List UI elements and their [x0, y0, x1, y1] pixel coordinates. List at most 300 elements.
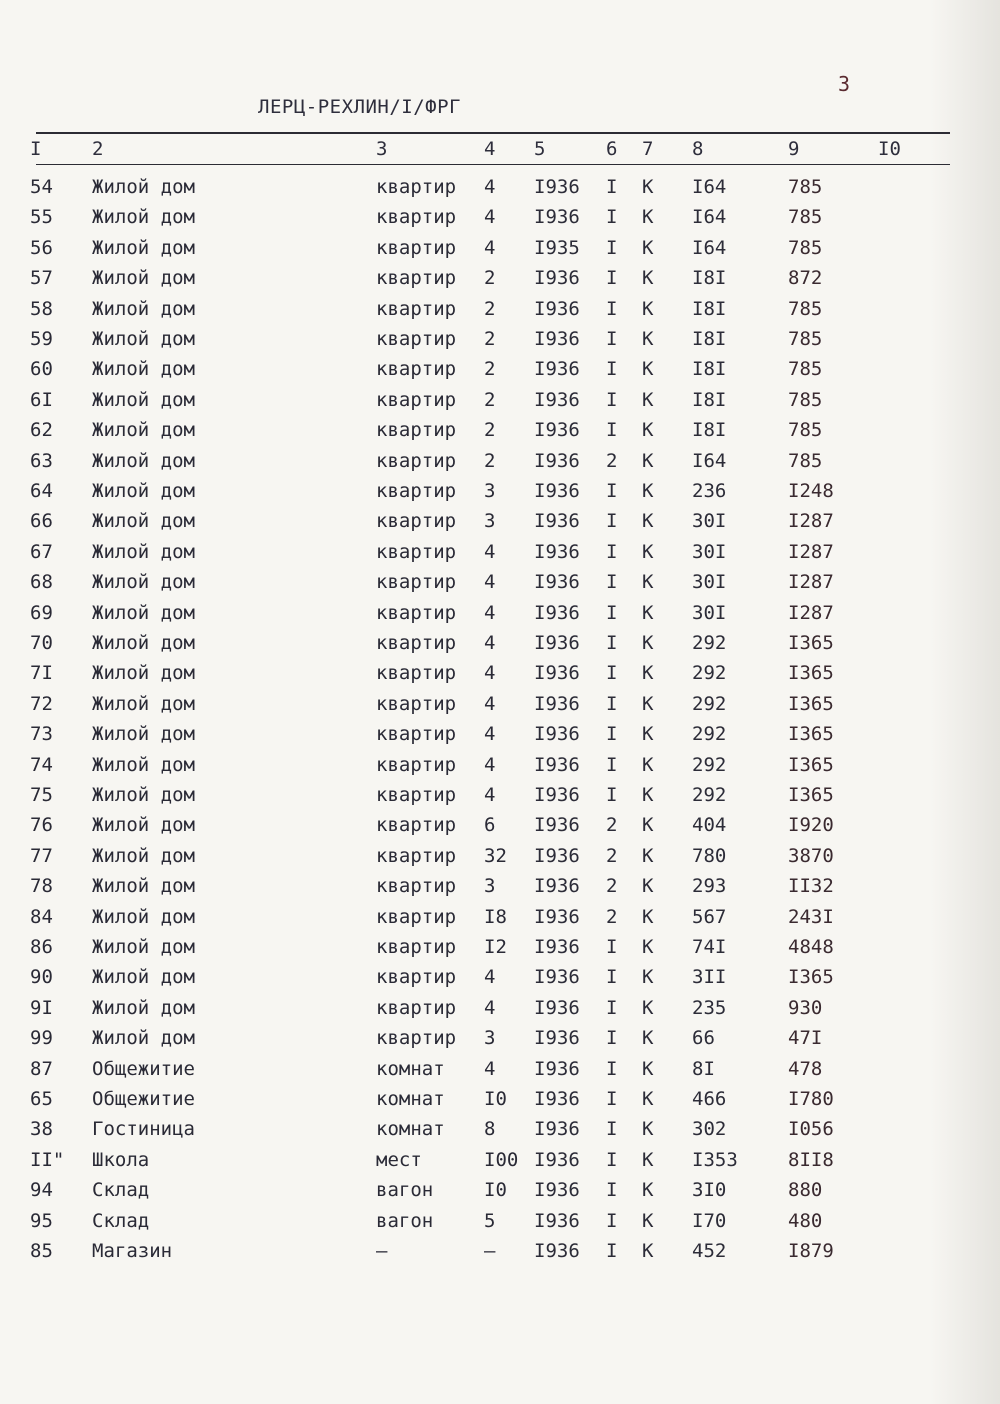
cell-category: I — [606, 176, 618, 198]
cell-number: 63 — [30, 449, 53, 472]
cell-value: I879 — [788, 1240, 834, 1262]
cell-year: I936 — [534, 692, 580, 715]
cell-category: 2 — [606, 449, 618, 472]
cell-material: К — [642, 328, 654, 350]
cell-value: I365 — [788, 662, 834, 685]
cell-unit: квартир — [376, 905, 457, 928]
cell-number: 94 — [30, 1179, 53, 1202]
cell-count: 2 — [484, 419, 496, 442]
cell-name: Жилой дом — [92, 1027, 195, 1050]
cell-year: I936 — [534, 601, 580, 624]
table-row — [0, 1088, 1000, 1118]
cell-year: I936 — [534, 267, 580, 290]
cell-name: Жилой дом — [92, 814, 195, 837]
cell-year: I936 — [534, 1240, 580, 1262]
cell-number: 73 — [30, 723, 53, 746]
cell-name: Жилой дом — [92, 966, 195, 989]
table-row — [0, 328, 1000, 358]
table-row — [0, 541, 1000, 571]
cell-number: 68 — [30, 571, 53, 594]
cell-material: К — [642, 996, 654, 1019]
cell-number: 58 — [30, 297, 53, 320]
cell-category: I — [606, 996, 618, 1019]
cell-name: Жилой дом — [92, 267, 195, 290]
cell-material: К — [642, 1179, 654, 1202]
cell-area: 30I — [692, 540, 727, 563]
cell-name: Гостиница — [92, 1118, 195, 1141]
cell-year: I936 — [534, 844, 580, 867]
cell-value: I287 — [788, 540, 834, 563]
cell-count: 2 — [484, 358, 496, 381]
cell-unit: квартир — [376, 540, 457, 563]
cell-material: К — [642, 875, 654, 898]
table-row — [0, 206, 1000, 236]
cell-area: I8I — [692, 388, 727, 411]
cell-year: I936 — [534, 1057, 580, 1080]
cell-name: Жилой дом — [92, 419, 195, 442]
cell-material: К — [642, 662, 654, 685]
table-row — [0, 906, 1000, 936]
cell-count: 4 — [484, 632, 496, 654]
cell-count: 4 — [484, 1057, 496, 1080]
cell-material: К — [642, 297, 654, 320]
cell-name: Общежитие — [92, 1088, 195, 1110]
cell-name: Жилой дом — [92, 328, 195, 350]
cell-material: К — [642, 1209, 654, 1232]
cell-area: I8I — [692, 358, 727, 381]
cell-category: I — [606, 1088, 618, 1110]
cell-count: – — [484, 1240, 496, 1262]
cell-area: I70 — [692, 1209, 727, 1232]
cell-number: 72 — [30, 692, 53, 715]
cell-name: Жилой дом — [92, 753, 195, 776]
cell-unit: квартир — [376, 328, 457, 350]
table-row — [0, 997, 1000, 1027]
cell-count: 6 — [484, 814, 496, 837]
table-row — [0, 845, 1000, 875]
cell-count: 3 — [484, 510, 496, 533]
cell-year: I936 — [534, 1179, 580, 1202]
cell-value: 785 — [788, 449, 823, 472]
cell-category: I — [606, 632, 618, 654]
cell-unit: квартир — [376, 1027, 457, 1050]
cell-number: 54 — [30, 176, 53, 198]
cell-material: К — [642, 510, 654, 533]
cell-year: I936 — [534, 358, 580, 381]
cell-material: К — [642, 571, 654, 594]
cell-name: Жилой дом — [92, 388, 195, 411]
cell-area: I64 — [692, 236, 727, 259]
cell-value: 785 — [788, 297, 823, 320]
cell-unit: квартир — [376, 206, 457, 229]
cell-count: 4 — [484, 753, 496, 776]
cell-count: 2 — [484, 388, 496, 411]
cell-value: I056 — [788, 1118, 834, 1141]
cell-name: Жилой дом — [92, 297, 195, 320]
cell-material: К — [642, 814, 654, 837]
cell-number: 7I — [30, 662, 53, 685]
header-col-3: 3 — [376, 138, 388, 160]
cell-value: 785 — [788, 176, 823, 198]
cell-count: 8 — [484, 1118, 496, 1141]
cell-count: 32 — [484, 844, 507, 867]
cell-area: I8I — [692, 267, 727, 290]
cell-category: I — [606, 297, 618, 320]
cell-value: 4848 — [788, 936, 834, 958]
cell-area: 302 — [692, 1118, 727, 1141]
cell-number: 78 — [30, 875, 53, 898]
cell-area: 236 — [692, 480, 727, 502]
cell-unit: квартир — [376, 844, 457, 867]
cell-number: II" — [30, 1148, 65, 1171]
cell-material: К — [642, 1088, 654, 1110]
cell-number: 64 — [30, 480, 53, 502]
cell-count: 4 — [484, 236, 496, 259]
cell-name: Жилой дом — [92, 449, 195, 472]
cell-category: 2 — [606, 875, 618, 898]
header-col-7: 7 — [642, 138, 654, 160]
cell-year: I936 — [534, 875, 580, 898]
cell-number: 60 — [30, 358, 53, 381]
cell-category: I — [606, 480, 618, 502]
cell-name: Жилой дом — [92, 996, 195, 1019]
cell-value: 3870 — [788, 844, 834, 867]
cell-number: 62 — [30, 419, 53, 442]
cell-area: 292 — [692, 723, 727, 746]
cell-category: I — [606, 601, 618, 624]
cell-name: Общежитие — [92, 1057, 195, 1080]
cell-category: I — [606, 358, 618, 381]
cell-number: 76 — [30, 814, 53, 837]
cell-name: Жилой дом — [92, 662, 195, 685]
cell-value: I287 — [788, 601, 834, 624]
cell-year: I936 — [534, 1088, 580, 1110]
cell-name: Школа — [92, 1148, 150, 1171]
cell-area: I8I — [692, 419, 727, 442]
cell-count: I2 — [484, 936, 507, 958]
cell-count: I0 — [484, 1088, 507, 1110]
cell-unit: квартир — [376, 480, 457, 502]
cell-year: I936 — [534, 449, 580, 472]
cell-area: I8I — [692, 328, 727, 350]
cell-name: Жилой дом — [92, 936, 195, 958]
cell-count: 3 — [484, 480, 496, 502]
header-col-10: I0 — [878, 138, 901, 160]
cell-material: К — [642, 388, 654, 411]
cell-category: 2 — [606, 844, 618, 867]
cell-area: 293 — [692, 875, 727, 898]
cell-count: I8 — [484, 905, 507, 928]
cell-area: 66 — [692, 1027, 715, 1050]
table-row — [0, 632, 1000, 662]
cell-material: К — [642, 1240, 654, 1262]
cell-area: 8I — [692, 1057, 715, 1080]
cell-category: I — [606, 1027, 618, 1050]
cell-count: 3 — [484, 1027, 496, 1050]
cell-material: К — [642, 419, 654, 442]
cell-area: 292 — [692, 784, 727, 806]
cell-name: Жилой дом — [92, 540, 195, 563]
cell-unit: квартир — [376, 966, 457, 989]
cell-value: 880 — [788, 1179, 823, 1202]
cell-year: I936 — [534, 814, 580, 837]
cell-name: Магазин — [92, 1240, 173, 1262]
cell-unit: мест — [376, 1148, 422, 1171]
cell-value: I365 — [788, 784, 834, 806]
table-row — [0, 571, 1000, 601]
table-row — [0, 1118, 1000, 1148]
cell-value: I248 — [788, 480, 834, 502]
cell-unit: квартир — [376, 419, 457, 442]
cell-material: К — [642, 267, 654, 290]
cell-unit: квартир — [376, 297, 457, 320]
cell-name: Жилой дом — [92, 480, 195, 502]
cell-count: 4 — [484, 571, 496, 594]
header-col-6: 6 — [606, 138, 618, 160]
cell-year: I936 — [534, 206, 580, 229]
cell-number: 38 — [30, 1118, 53, 1141]
cell-name: Жилой дом — [92, 571, 195, 594]
cell-value: I365 — [788, 966, 834, 989]
cell-category: I — [606, 753, 618, 776]
cell-area: 452 — [692, 1240, 727, 1262]
table-row — [0, 1149, 1000, 1179]
page-number: 3 — [838, 72, 851, 96]
cell-area: 74I — [692, 936, 727, 958]
cell-value: 785 — [788, 328, 823, 350]
cell-area: 3I0 — [692, 1179, 727, 1202]
cell-category: I — [606, 236, 618, 259]
cell-number: 9I — [30, 996, 53, 1019]
cell-category: I — [606, 1148, 618, 1171]
cell-category: 2 — [606, 905, 618, 928]
cell-material: К — [642, 753, 654, 776]
cell-unit: комнат — [376, 1057, 445, 1080]
cell-value: I920 — [788, 814, 834, 837]
cell-unit: квартир — [376, 996, 457, 1019]
cell-area: 466 — [692, 1088, 727, 1110]
cell-area: 235 — [692, 996, 727, 1019]
cell-year: I936 — [534, 662, 580, 685]
cell-category: I — [606, 662, 618, 685]
cell-value: 8II8 — [788, 1148, 834, 1171]
cell-material: К — [642, 1057, 654, 1080]
cell-number: 6I — [30, 388, 53, 411]
cell-year: I936 — [534, 419, 580, 442]
cell-value: I365 — [788, 723, 834, 746]
cell-unit: квартир — [376, 814, 457, 837]
cell-year: I936 — [534, 388, 580, 411]
cell-area: 292 — [692, 753, 727, 776]
cell-material: К — [642, 692, 654, 715]
cell-category: I — [606, 784, 618, 806]
cell-year: I936 — [534, 480, 580, 502]
cell-value: I365 — [788, 692, 834, 715]
cell-area: 292 — [692, 662, 727, 685]
cell-category: I — [606, 692, 618, 715]
cell-unit: квартир — [376, 510, 457, 533]
table-row — [0, 389, 1000, 419]
cell-number: 75 — [30, 784, 53, 806]
cell-value: I780 — [788, 1088, 834, 1110]
cell-number: 70 — [30, 632, 53, 654]
cell-count: 3 — [484, 875, 496, 898]
cell-category: I — [606, 1209, 618, 1232]
cell-number: 55 — [30, 206, 53, 229]
cell-number: 66 — [30, 510, 53, 533]
cell-value: 930 — [788, 996, 823, 1019]
header-col-8: 8 — [692, 138, 704, 160]
table-row — [0, 966, 1000, 996]
cell-unit: квартир — [376, 571, 457, 594]
cell-year: I936 — [534, 571, 580, 594]
cell-category: I — [606, 206, 618, 229]
cell-value: I365 — [788, 632, 834, 654]
cell-unit: квартир — [376, 632, 457, 654]
cell-count: I0 — [484, 1179, 507, 1202]
cell-unit: квартир — [376, 176, 457, 198]
cell-number: 85 — [30, 1240, 53, 1262]
cell-number: 84 — [30, 905, 53, 928]
cell-number: 56 — [30, 236, 53, 259]
cell-material: К — [642, 966, 654, 989]
table-row — [0, 723, 1000, 753]
cell-area: I8I — [692, 297, 727, 320]
cell-year: I936 — [534, 328, 580, 350]
table-row — [0, 754, 1000, 784]
cell-number: 57 — [30, 267, 53, 290]
cell-count: 2 — [484, 328, 496, 350]
cell-material: К — [642, 1027, 654, 1050]
table-row — [0, 784, 1000, 814]
cell-category: I — [606, 388, 618, 411]
table-row — [0, 1027, 1000, 1057]
cell-material: К — [642, 936, 654, 958]
cell-category: I — [606, 936, 618, 958]
cell-area: I64 — [692, 176, 727, 198]
cell-count: 4 — [484, 784, 496, 806]
cell-material: К — [642, 206, 654, 229]
cell-name: Жилой дом — [92, 844, 195, 867]
cell-name: Жилой дом — [92, 358, 195, 381]
cell-material: К — [642, 358, 654, 381]
cell-count: 4 — [484, 206, 496, 229]
cell-year: I936 — [534, 753, 580, 776]
cell-unit: квартир — [376, 753, 457, 776]
cell-area: 404 — [692, 814, 727, 837]
cell-name: Жилой дом — [92, 905, 195, 928]
cell-year: I936 — [534, 905, 580, 928]
cell-name: Жилой дом — [92, 723, 195, 746]
cell-category: I — [606, 510, 618, 533]
cell-unit: квартир — [376, 601, 457, 624]
cell-count: 5 — [484, 1209, 496, 1232]
table-row — [0, 298, 1000, 328]
cell-year: I936 — [534, 1148, 580, 1171]
cell-year: I935 — [534, 236, 580, 259]
cell-material: К — [642, 236, 654, 259]
cell-area: I353 — [692, 1148, 738, 1171]
cell-area: 780 — [692, 844, 727, 867]
cell-value: 47I — [788, 1027, 823, 1050]
header-top-rule — [36, 132, 950, 134]
cell-unit: вагон — [376, 1209, 434, 1232]
header-col-9: 9 — [788, 138, 800, 160]
cell-material: К — [642, 176, 654, 198]
cell-value: 785 — [788, 419, 823, 442]
cell-value: 243I — [788, 905, 834, 928]
cell-category: I — [606, 328, 618, 350]
cell-number: 95 — [30, 1209, 53, 1232]
cell-area: I64 — [692, 206, 727, 229]
cell-value: I287 — [788, 510, 834, 533]
cell-number: 69 — [30, 601, 53, 624]
cell-count: 4 — [484, 692, 496, 715]
cell-value: 480 — [788, 1209, 823, 1232]
cell-count: 4 — [484, 176, 496, 198]
cell-area: 30I — [692, 510, 727, 533]
table-row — [0, 875, 1000, 905]
cell-count: 2 — [484, 297, 496, 320]
cell-category: I — [606, 540, 618, 563]
cell-material: К — [642, 480, 654, 502]
cell-area: 292 — [692, 632, 727, 654]
cell-category: I — [606, 1240, 618, 1262]
table-row — [0, 480, 1000, 510]
table-row — [0, 358, 1000, 388]
table-row — [0, 510, 1000, 540]
cell-value: 785 — [788, 358, 823, 381]
header-bottom-rule — [36, 164, 950, 165]
cell-material: К — [642, 632, 654, 654]
cell-unit: квартир — [376, 784, 457, 806]
cell-material: К — [642, 1118, 654, 1141]
table-row — [0, 814, 1000, 844]
cell-name: Жилой дом — [92, 784, 195, 806]
cell-year: I936 — [534, 540, 580, 563]
cell-year: I936 — [534, 1209, 580, 1232]
cell-year: I936 — [534, 936, 580, 958]
header-col-1: I — [30, 138, 42, 160]
cell-value: I365 — [788, 753, 834, 776]
cell-category: I — [606, 966, 618, 989]
cell-category: 2 — [606, 814, 618, 837]
cell-area: 30I — [692, 601, 727, 624]
cell-number: 65 — [30, 1088, 53, 1110]
cell-unit: комнат — [376, 1088, 445, 1110]
cell-material: К — [642, 540, 654, 563]
cell-year: I936 — [534, 297, 580, 320]
cell-name: Жилой дом — [92, 601, 195, 624]
cell-count: 2 — [484, 449, 496, 472]
cell-count: 4 — [484, 662, 496, 685]
cell-count: I00 — [484, 1148, 519, 1171]
cell-category: I — [606, 1057, 618, 1080]
cell-area: 292 — [692, 692, 727, 715]
table-row — [0, 1179, 1000, 1209]
table-row — [0, 1210, 1000, 1240]
cell-number: 67 — [30, 540, 53, 563]
cell-area: I64 — [692, 449, 727, 472]
table-row — [0, 662, 1000, 692]
cell-year: I936 — [534, 176, 580, 198]
cell-material: К — [642, 449, 654, 472]
cell-unit: квартир — [376, 875, 457, 898]
cell-area: 30I — [692, 571, 727, 594]
table-row — [0, 602, 1000, 632]
header-col-5: 5 — [534, 138, 546, 160]
cell-name: Склад — [92, 1209, 150, 1232]
